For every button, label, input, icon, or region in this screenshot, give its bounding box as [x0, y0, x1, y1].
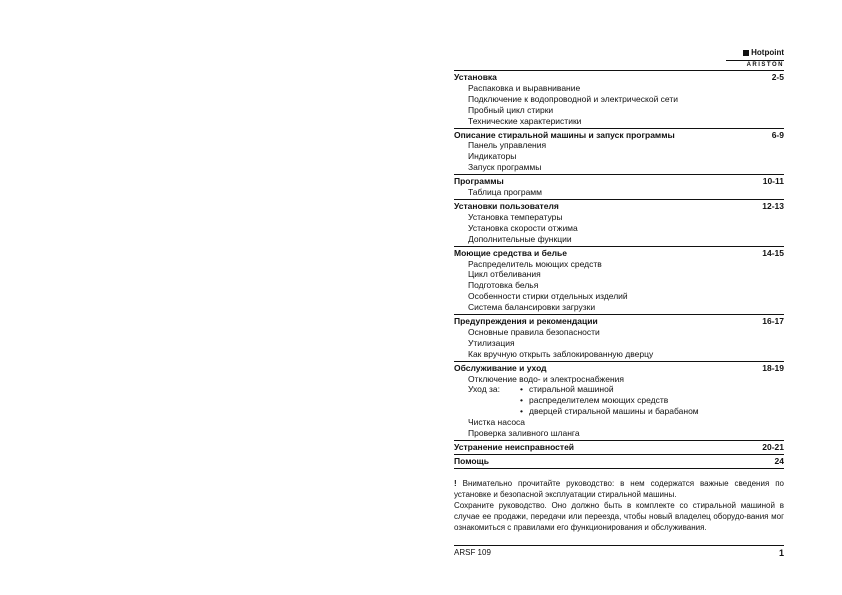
- note-paragraph-2: Сохраните руководство. Оно должно быть в комплекте со стиральной машиной в случае ее продажи, передачи или переезда, чтобы новый владелец оборудо-вания мог ознакомиться с правилами его функционирования и обслуживания.: [454, 501, 784, 532]
- toc-item: Подключение к водопроводной и электрической сети: [468, 93, 679, 104]
- toc-item: Распаковка и выравнивание: [468, 82, 581, 93]
- toc-item: Индикаторы: [468, 151, 517, 162]
- note-paragraph-1: Внимательно прочитайте руководство: в нем содержатся важные сведения по установке и безопасной эксплуатации стиральной машины.: [454, 479, 784, 499]
- hotpoint-logo-icon: [743, 50, 749, 56]
- model-number: ARSF 109: [454, 548, 491, 557]
- toc-section-pages: 18-19: [762, 362, 784, 373]
- toc-section: [454, 246, 784, 314]
- toc-section-pages: 6-9: [771, 129, 784, 140]
- toc-item: Таблица программ: [468, 187, 542, 198]
- toc-section-pages: 14-15: [762, 247, 784, 258]
- care-bullets: [520, 384, 699, 417]
- toc-section: [454, 128, 784, 175]
- toc-section: [454, 314, 784, 361]
- toc-section-title: Установки пользователя: [454, 200, 559, 211]
- toc-section-title: Устранение неисправностей: [454, 442, 575, 452]
- toc-item: Как вручную открыть заблокированную дверцу: [468, 348, 654, 359]
- toc-item: Панель управления: [468, 140, 547, 151]
- toc-section: [454, 174, 784, 199]
- toc-divider: [454, 468, 784, 469]
- brand-logo: [726, 48, 784, 70]
- table-of-contents: [454, 70, 784, 469]
- brand-sub: ARISTON: [726, 60, 784, 70]
- toc-section-pages: 24: [774, 455, 784, 466]
- toc-item: Цикл отбеливания: [468, 269, 541, 280]
- toc-item: Чистка насоса: [468, 417, 526, 428]
- toc-item: Установка скорости отжима: [468, 222, 578, 233]
- toc-section-title: Обслуживание и уход: [454, 362, 547, 373]
- toc-item: Установка температуры: [468, 211, 563, 222]
- toc-section-title: Установка: [454, 72, 497, 82]
- toc-section-pages: 16-17: [762, 316, 784, 327]
- toc-section-title: Помощь: [454, 455, 489, 466]
- brand-name: Hotpoint: [751, 48, 784, 57]
- care-bullet-item: • распределителем моющих средств: [520, 395, 699, 406]
- toc-item: Отключение водо- и электроснабжения: [468, 373, 625, 384]
- toc-section-title: Предупреждения и рекомендации: [454, 316, 598, 327]
- footer-divider: [454, 545, 784, 546]
- toc-item: Технические характеристики: [468, 115, 582, 126]
- toc-section: [454, 440, 784, 454]
- toc-section: [454, 70, 784, 128]
- toc-section-pages: 20-21: [762, 442, 784, 452]
- toc-section-pages: 10-11: [762, 176, 784, 187]
- toc-item: Система балансировки загрузки: [468, 302, 596, 313]
- toc-section-title: Моющие средства и белье: [454, 247, 567, 258]
- toc-item: Особенности стирки отдельных изделий: [468, 291, 628, 302]
- safety-note: [454, 478, 784, 533]
- toc-item: Проверка заливного шланга: [468, 428, 580, 439]
- toc-item: Пробный цикл стирки: [468, 104, 554, 115]
- care-bullet-item: • дверцей стиральной машины и барабаном: [520, 406, 699, 417]
- toc-section-title: Программы: [454, 176, 504, 187]
- toc-section-pages: 2-5: [771, 72, 784, 82]
- care-list: [454, 384, 784, 417]
- toc-item: Подготовка белья: [468, 280, 539, 291]
- toc-section: [454, 199, 784, 246]
- page-number: 1: [778, 548, 784, 558]
- care-bullet-item: • стиральной машиной: [520, 384, 699, 395]
- toc-item: Распределитель моющих средств: [468, 258, 602, 269]
- toc-item: Запуск программы: [468, 162, 542, 173]
- toc-item: Утилизация: [468, 337, 515, 348]
- toc-item: Основные правила безопасности: [468, 326, 600, 337]
- warning-mark: !: [454, 479, 457, 488]
- toc-section-title: Описание стиральной машины и запуск программы: [454, 129, 675, 140]
- care-label: Уход за:: [468, 384, 501, 395]
- toc-section: [454, 361, 784, 440]
- toc-section-pages: 12-13: [762, 200, 784, 211]
- toc-section: [454, 454, 784, 468]
- toc-item: Дополнительные функции: [468, 233, 572, 244]
